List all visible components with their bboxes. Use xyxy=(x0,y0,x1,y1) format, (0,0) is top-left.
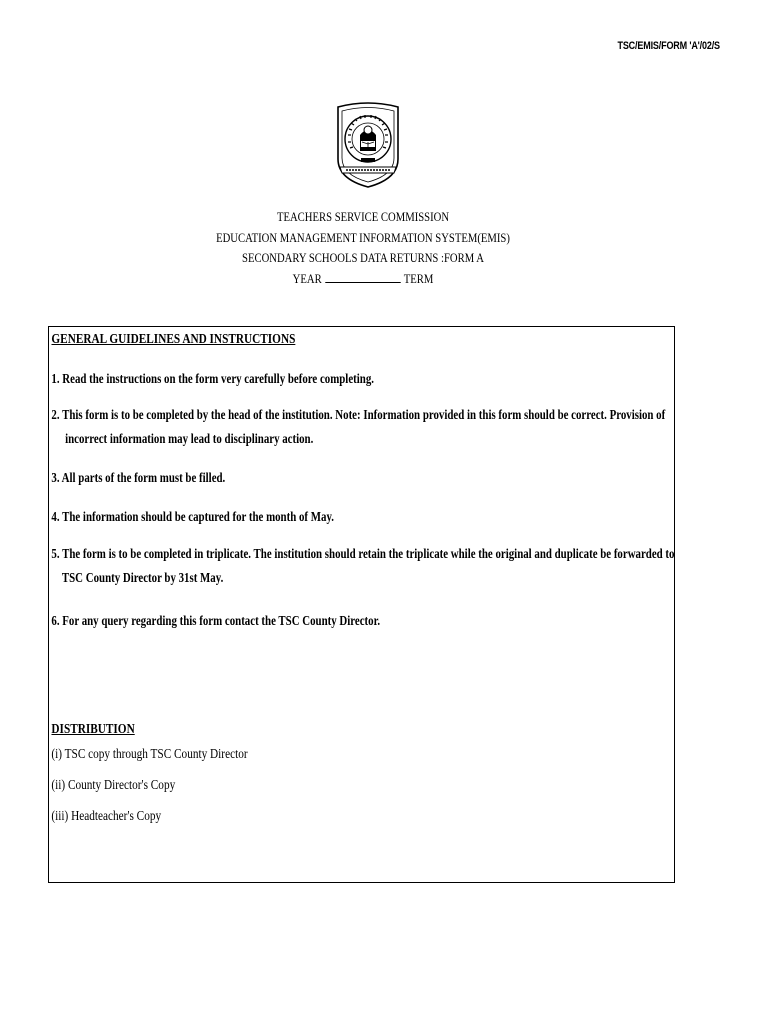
distribution-item: (ii) County Director's Copy xyxy=(51,778,176,793)
tsc-seal-logo xyxy=(334,101,402,189)
instruction-line: 4. The information should be captured for the month of May. xyxy=(51,509,334,524)
instruction-line-continued: incorrect information may lead to disciplinary action. xyxy=(65,431,314,446)
guidelines-title: GENERAL GUIDELINES AND INSTRUCTIONS xyxy=(51,332,296,347)
instruction-line-continued: TSC County Director by 31st May. xyxy=(61,570,224,585)
instruction-item xyxy=(51,367,374,391)
form-heading xyxy=(0,207,726,289)
instruction-line: 3. All parts of the form must be filled. xyxy=(51,470,226,485)
form-code: TSC/EMIS/FORM 'A'/02/S xyxy=(617,40,720,52)
term-label: TERM xyxy=(403,270,434,286)
instruction-item xyxy=(51,403,665,451)
distribution-title: DISTRIBUTION xyxy=(51,722,135,737)
distribution-item: (i) TSC copy through TSC County Director xyxy=(51,747,248,762)
distribution-item: (iii) Headteacher's Copy xyxy=(51,809,162,824)
heading-year-term xyxy=(65,269,660,290)
instruction-line: 1. Read the instructions on the form very carefully before completing. xyxy=(51,371,374,386)
instruction-line: 6. For any query regarding this form contact the TSC County Director. xyxy=(51,613,381,628)
instruction-item xyxy=(51,466,225,490)
year-blank xyxy=(325,272,400,283)
instruction-item xyxy=(51,542,674,590)
heading-emis: EDUCATION MANAGEMENT INFORMATION SYSTEM(EMIS) xyxy=(216,229,510,245)
instruction-item xyxy=(51,609,380,633)
heading-returns: SECONDARY SCHOOLS DATA RETURNS :FORM A xyxy=(242,250,484,265)
instruction-item xyxy=(51,505,334,529)
instruction-line: 5. The form is to be completed in triplicate. The institution should retain the triplicate while the original and duplicate be forwarded to xyxy=(51,546,675,561)
year-label: YEAR xyxy=(292,270,322,286)
guidelines-box xyxy=(48,326,675,883)
instruction-line: 2. This form is to be completed by the head of the institution. Note: Information provided in this form should be correct. Provision of xyxy=(51,407,666,422)
heading-commission: TEACHERS SERVICE COMMISSION xyxy=(276,209,450,224)
